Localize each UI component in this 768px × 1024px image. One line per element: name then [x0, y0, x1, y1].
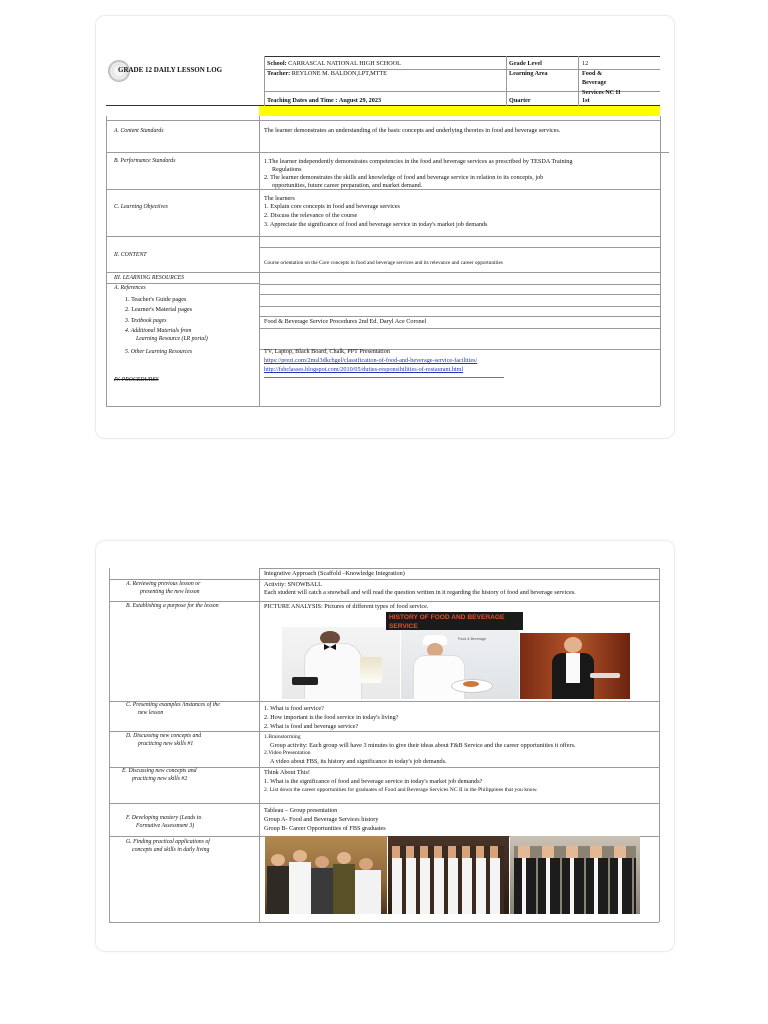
brainstorming-text: 1.Brainstorming	[264, 734, 301, 740]
learning-resources-label: III. LEARNING RESOURCES	[114, 275, 185, 281]
content-standards-label: A. Content Standards	[114, 128, 164, 134]
waitstaff-lineup-photo	[510, 836, 640, 914]
think-question-1: 1. What is the significance of food and beverage service in today's market job demands?	[264, 778, 483, 785]
content-text: Course orientation on the Core concepts in food and beverage services and its relevance and career opportunities	[264, 260, 503, 266]
group-activity-text: Group activity: Each group will have 3 minutes to give their ideas about F&B Service and the career opportunities it offers.	[270, 742, 576, 749]
performance-line-1: 1.The learner independently demonstrates competencies in the food and beverage services as prescribed by TESDA Training	[264, 158, 573, 165]
banner-caption: Food & Beverage	[458, 637, 486, 641]
picture-analysis-text: PICTURE ANALYSIS: Pictures of different types of food service.	[264, 603, 429, 610]
think-about-this-text: Think About This!	[264, 769, 310, 776]
integrative-approach-text: Integrative Approach (Scaffold –Knowledge Integration)	[264, 570, 405, 577]
content-standards-text: The learner demonstrates an understanding of the basic concepts and underlying theories in food and beverage services.	[264, 127, 561, 134]
quarter-label: Quarter	[509, 97, 531, 104]
discussing-concepts-1-label-2: practicing new skills #1	[138, 741, 194, 747]
developing-mastery-label-2: Formative Assessment 3)	[136, 823, 195, 829]
question-1: 1. What is food service?	[264, 705, 324, 712]
presenting-examples-label-1: C. Presenting examples /instances of the	[126, 702, 220, 708]
discussing-concepts-2-label-1: E. Discussing new concepts and	[122, 768, 197, 774]
practical-applications-label-1: G. Finding practical applications of	[126, 839, 210, 845]
teachers-guide-label: 1. Teacher's Guide pages	[125, 296, 187, 303]
highlight-bar	[259, 106, 660, 116]
think-question-2: 2. List down the career opportunities for graduates of Food and Beverage Services NC II in the Philippines that you know.	[264, 787, 538, 793]
reviewing-lesson-label-1: A. Reviewing previous lesson or	[126, 581, 201, 587]
presenting-examples-label-2: new lesson	[138, 710, 164, 716]
lesson-log-page-2	[95, 540, 675, 952]
references-label: A. References	[114, 285, 146, 291]
discussing-concepts-1-label-1: D. Discussing new concepts and	[126, 733, 202, 739]
chefs-team-photo	[388, 836, 509, 914]
learning-area-label: Learning Area	[509, 70, 548, 77]
objectives-line-1: The learners	[264, 195, 295, 202]
performance-line-2: Regulations	[272, 166, 302, 173]
quarter-value: 1st	[582, 97, 590, 104]
snowball-activity: Activity: SNOWBALL	[264, 581, 322, 588]
other-resources-value: TV, Laptop, Black Board, Chalk, PPT Presentation	[264, 348, 390, 355]
school-field: School: CARRASCAL NATIONAL HIGH SCHOOL	[267, 60, 401, 67]
waiter-tray-photo	[520, 633, 630, 699]
snowball-description: Each student will catch a snowball and will read the question written in it regarding the history of food and beverage services.	[264, 589, 576, 596]
other-resources-label: 5. Other Learning Resources	[125, 349, 193, 355]
learning-area-value-3: Services NC II	[582, 89, 621, 96]
video-description-text: A video about FBS, its history and significance in today's job demands.	[270, 758, 447, 765]
video-presentation-text: 2.Video Presentation	[264, 750, 311, 756]
performance-standards-label: B. Performance Standards	[114, 158, 176, 164]
performance-line-3: 2. The learner demonstrates the skills and knowledge of food and beverage service in relation to its concepts, job	[264, 174, 544, 181]
question-3: 2. What is food and beverage service?	[264, 723, 359, 730]
learning-objectives-label: C. Learning Objectives	[114, 204, 168, 210]
group-a-text: Group A- Food and Beverage Services history	[264, 816, 379, 823]
lesson-log-title: GRADE 12 DAILY LESSON LOG	[118, 66, 223, 74]
additional-materials-label-1: 4. Additional Materials from	[125, 328, 192, 334]
discussing-concepts-2-label-2: practicing new skills #2	[132, 776, 188, 782]
teacher-field: Teacher: REYLONE M. BALDON,LPT,MTTE	[267, 70, 387, 77]
question-2: 2. How important is the food service in today's living?	[264, 714, 399, 721]
textbook-value: Food & Beverage Service Procedures 2nd Ed. Daryl Ace Coronel	[264, 318, 427, 325]
grade-level-value: 12	[582, 60, 589, 67]
textbook-label: 3. Textbook pages	[125, 318, 167, 324]
reviewing-lesson-label-2: presenting the new lesson	[140, 589, 200, 595]
developing-mastery-label-1: F. Developing mastery (Leads to	[126, 815, 202, 821]
practical-applications-label-2: concepts and skills in daily living	[132, 847, 210, 853]
history-banner-line-2: SERVICE	[389, 623, 418, 630]
teaching-dates-field: Teaching Dates and Time : August 29, 2023	[267, 97, 382, 104]
additional-materials-label-2: Learning Resource (LR portal)	[136, 336, 208, 342]
lesson-log-page-1	[95, 15, 675, 439]
learning-area-value-1: Food &	[582, 70, 603, 77]
group-b-text: Group B- Career Opportunities of FBS graduates	[264, 825, 386, 832]
resource-link-2[interactable]: http://fsbclasses.blogspot.com/2010/05/duties-responsibilities-of-restaurant.html	[264, 366, 464, 373]
procedures-label: IV. PROCEDURES	[114, 377, 159, 383]
learners-material-label: 2. Learner's Material pages	[125, 306, 193, 313]
performance-line-4: opportunities, future career preparation, and market demand.	[272, 182, 423, 189]
objectives-line-4: 3. Appreciate the significance of food and beverage service in today's market job demands	[264, 221, 488, 228]
objectives-line-3: 2. Discuss the relevance of the course	[264, 212, 358, 219]
fbs-staff-group-photo	[265, 836, 387, 914]
tableau-text: Tableau – Group presentation	[264, 807, 338, 814]
history-banner-line-1: HISTORY OF FOOD AND BEVERAGE	[389, 614, 505, 621]
waiter-serving-photo	[282, 627, 400, 699]
establishing-purpose-label: B. Establishing a purpose for the lesson	[126, 603, 219, 609]
content-label: II. CONTENT	[114, 252, 147, 258]
learning-area-value-2: Beverage	[582, 79, 607, 86]
grade-level-label: Grade Level	[509, 60, 542, 67]
resource-link-1[interactable]: https://prezi.com/2msl3dkcbgel/classification-of-food-and-beverage-service-facilities/	[264, 357, 478, 364]
objectives-line-2: 1. Explain core concepts in food and beverage services	[264, 203, 400, 210]
